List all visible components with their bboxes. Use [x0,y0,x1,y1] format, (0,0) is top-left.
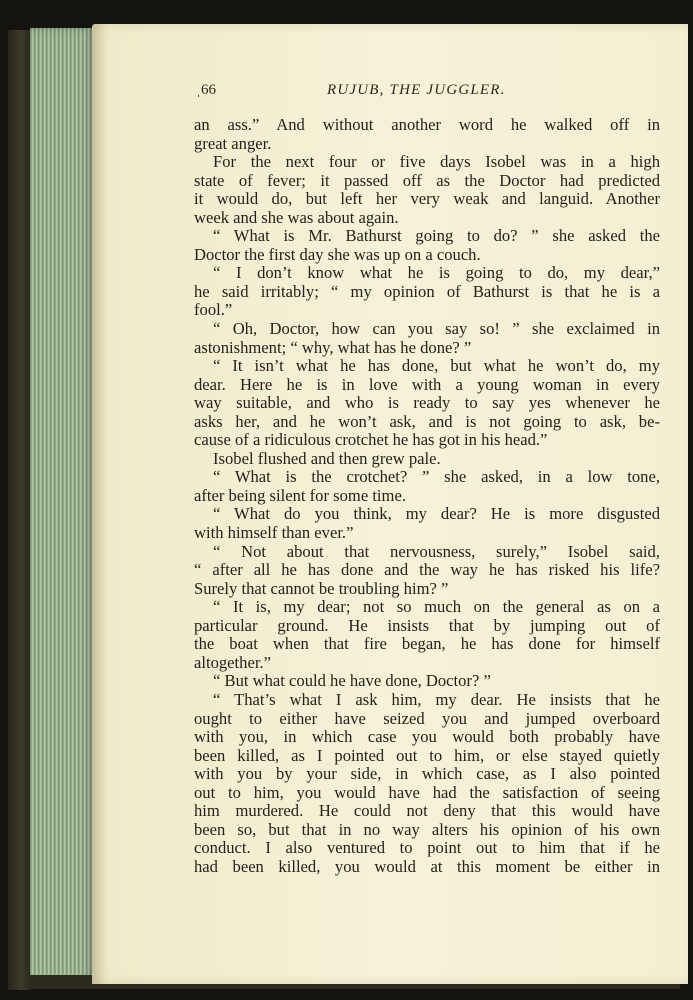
text-line: Doctor the first day she was up on a couch. [194,244,481,264]
text-line: it would do, but left her very weak and languid. Another [194,189,660,209]
text-line: “ What is Mr. Bathurst going to do? ” she asked the [213,226,660,246]
text-line: particular ground. He insists that by jumping out of [194,615,660,635]
text-line: with you, in which case you would both probably have [194,727,660,747]
text-line: “ after all he has done and the way he has risked his life? [194,560,660,580]
text-line: “ It isn’t what he has done, but what he won’t do, my [213,356,660,376]
text-line: with you by your side, in which case, as I also pointed [194,764,660,784]
text-line: been killed, as I pointed out to him, or else stayed quietly [194,745,660,765]
text-line: with himself than ever.” [194,523,354,543]
text-line: “ What do you think, my dear? He is more disgusted [213,504,660,524]
book-spine [8,30,30,990]
text-line: he said irritably; “ my opinion of Bathurst is that he is a [194,281,660,301]
text-line: “ Not about that nervousness, surely,” Isobel said, [213,541,660,561]
page-number: ˌ66 [196,82,216,98]
text-line: way suitable, and who is ready to say yes whenever he [194,393,660,413]
text-line: dear. Here he is in love with a young woman in every [194,374,660,394]
text-line: after being silent for some time. [194,485,406,505]
text-line: asks her, and he won’t ask, and is not going to ask, be- [194,411,660,431]
text-line: an ass.” And without another word he walked off in [194,115,660,134]
running-title: RUJUB, THE JUGGLER. [327,82,506,98]
body-text [194,116,660,876]
text-line: Surely that cannot be troubling him? ” [194,578,449,598]
text-line: “ I don’t know what he is going to do, my dear,” [213,263,660,283]
text-line: astonishment; “ why, what has he done? ” [194,337,472,357]
text-line: week and she was about again. [194,207,399,227]
text-line: great anger. [194,133,272,153]
page-edges [30,28,96,983]
text-line: Isobel flushed and then grew pale. [213,448,441,468]
text-line: “ That’s what I ask him, my dear. He insists that he [213,689,660,709]
text-line: state of fever; it passed off as the Doctor had predicted [194,170,660,190]
text-line: altogether.” [194,652,271,672]
text-line: “ But what could he have done, Doctor? ” [213,671,491,691]
text-line: “ It is, my dear; not so much on the general as on a [213,597,660,617]
text-line: the boat when that fire began, he has done for himself [194,634,660,654]
text-line: cause of a ridiculous crotchet he has got in his head.” [194,430,548,450]
text-line: conduct. I also ventured to point out to him that if he [194,838,660,858]
text-line: him murdered. He could not deny that this would have [194,801,660,821]
text-line: “ What is the crotchet? ” she asked, in a low tone, [213,467,660,487]
text-line: had been killed, you would at this moment be either in [194,856,660,876]
text-line: ought to either have seized you and jumped overboard [194,708,660,728]
text-line: out to him, you would have had the satisfaction of seeing [194,782,660,802]
text-line: “ Oh, Doctor, how can you say so! ” she exclaimed in [213,319,660,339]
text-line: fool.” [194,300,233,320]
text-line: For the next four or five days Isobel was in a high [213,152,660,172]
text-line: been so, but that in no way alters his opinion of his own [194,819,660,839]
